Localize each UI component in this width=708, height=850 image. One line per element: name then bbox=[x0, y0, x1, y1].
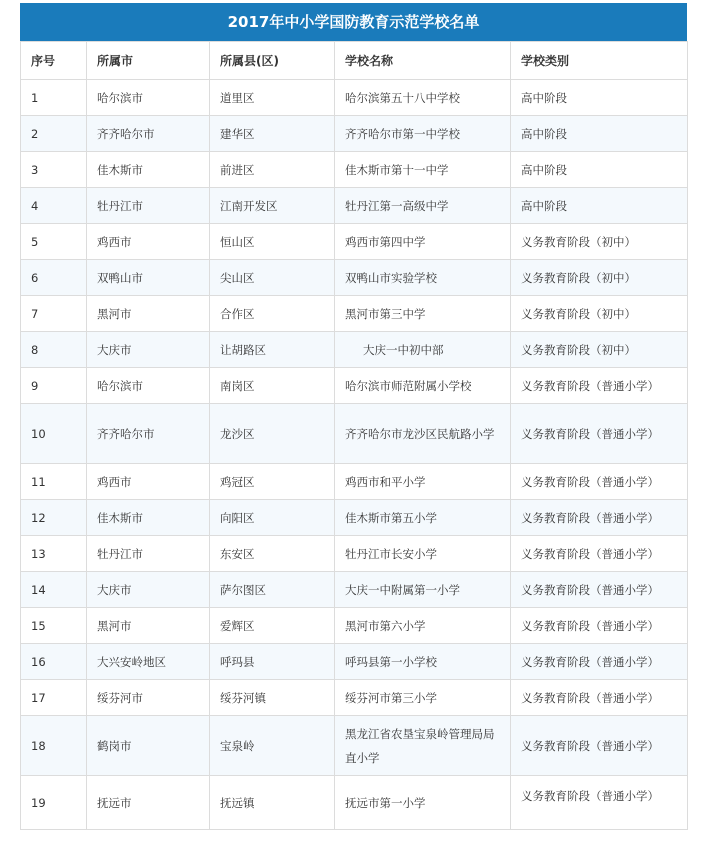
cell-category: 义务教育阶段（普通小学） bbox=[511, 644, 688, 680]
table-row bbox=[21, 188, 688, 224]
cell-no: 14 bbox=[21, 572, 87, 608]
cell-city: 齐齐哈尔市 bbox=[87, 116, 210, 152]
cell-district: 尖山区 bbox=[210, 260, 335, 296]
table-row bbox=[21, 680, 688, 716]
cell-category: 义务教育阶段（普通小学） bbox=[511, 536, 688, 572]
cell-city: 黑河市 bbox=[87, 296, 210, 332]
table-row bbox=[21, 296, 688, 332]
cell-school: 哈尔滨第五十八中学校 bbox=[335, 80, 511, 116]
table-title: 2017年中小学国防教育示范学校名单 bbox=[20, 3, 687, 41]
cell-school: 黑河市第三中学 bbox=[335, 296, 511, 332]
cell-city: 鸡西市 bbox=[87, 464, 210, 500]
cell-city: 牡丹江市 bbox=[87, 536, 210, 572]
cell-district: 道里区 bbox=[210, 80, 335, 116]
cell-school: 双鸭山市实验学校 bbox=[335, 260, 511, 296]
cell-category: 义务教育阶段（普通小学） bbox=[511, 572, 688, 608]
cell-district: 前进区 bbox=[210, 152, 335, 188]
cell-city: 大兴安岭地区 bbox=[87, 644, 210, 680]
header-row bbox=[21, 42, 688, 80]
cell-school: 抚远市第一小学 bbox=[335, 776, 511, 830]
cell-category: 义务教育阶段（初中） bbox=[511, 332, 688, 368]
cell-category: 义务教育阶段（普通小学） bbox=[511, 680, 688, 716]
cell-school: 齐齐哈尔市第一中学校 bbox=[335, 116, 511, 152]
cell-district: 合作区 bbox=[210, 296, 335, 332]
table-row bbox=[21, 536, 688, 572]
cell-category: 高中阶段 bbox=[511, 116, 688, 152]
cell-city: 佳木斯市 bbox=[87, 152, 210, 188]
cell-category: 义务教育阶段（普通小学） bbox=[511, 716, 688, 776]
table-row bbox=[21, 116, 688, 152]
cell-category: 义务教育阶段（初中） bbox=[511, 296, 688, 332]
cell-no: 7 bbox=[21, 296, 87, 332]
cell-category: 义务教育阶段（初中） bbox=[511, 260, 688, 296]
cell-city: 黑河市 bbox=[87, 608, 210, 644]
header-no: 序号 bbox=[21, 42, 87, 80]
table-row bbox=[21, 644, 688, 680]
cell-no: 6 bbox=[21, 260, 87, 296]
table-row bbox=[21, 500, 688, 536]
cell-school: 黑河市第六小学 bbox=[335, 608, 511, 644]
cell-no: 15 bbox=[21, 608, 87, 644]
header-city: 所属市 bbox=[87, 42, 210, 80]
cell-city: 牡丹江市 bbox=[87, 188, 210, 224]
cell-city: 抚远市 bbox=[87, 776, 210, 830]
cell-category: 高中阶段 bbox=[511, 152, 688, 188]
cell-school: 绥芬河市第三小学 bbox=[335, 680, 511, 716]
table-row bbox=[21, 368, 688, 404]
cell-city: 哈尔滨市 bbox=[87, 80, 210, 116]
cell-no: 4 bbox=[21, 188, 87, 224]
cell-district: 萨尔图区 bbox=[210, 572, 335, 608]
cell-district: 江南开发区 bbox=[210, 188, 335, 224]
cell-city: 哈尔滨市 bbox=[87, 368, 210, 404]
cell-no: 8 bbox=[21, 332, 87, 368]
table-row bbox=[21, 464, 688, 500]
cell-category: 义务教育阶段（普通小学） bbox=[511, 608, 688, 644]
table-row bbox=[21, 152, 688, 188]
cell-no: 18 bbox=[21, 716, 87, 776]
cell-category: 义务教育阶段（普通小学） bbox=[511, 776, 688, 830]
cell-category: 高中阶段 bbox=[511, 188, 688, 224]
cell-city: 鸡西市 bbox=[87, 224, 210, 260]
cell-no: 5 bbox=[21, 224, 87, 260]
cell-city: 大庆市 bbox=[87, 332, 210, 368]
cell-category: 义务教育阶段（普通小学） bbox=[511, 464, 688, 500]
cell-no: 17 bbox=[21, 680, 87, 716]
cell-district: 宝泉岭 bbox=[210, 716, 335, 776]
header-school: 学校名称 bbox=[335, 42, 511, 80]
header-district: 所属县(区) bbox=[210, 42, 335, 80]
cell-district: 让胡路区 bbox=[210, 332, 335, 368]
cell-category: 义务教育阶段（普通小学） bbox=[511, 404, 688, 464]
cell-school: 佳木斯市第五小学 bbox=[335, 500, 511, 536]
cell-school: 牡丹江市长安小学 bbox=[335, 536, 511, 572]
cell-school: 鸡西市和平小学 bbox=[335, 464, 511, 500]
cell-no: 11 bbox=[21, 464, 87, 500]
table-row bbox=[21, 404, 688, 464]
school-table bbox=[20, 41, 688, 830]
cell-no: 2 bbox=[21, 116, 87, 152]
cell-district: 呼玛县 bbox=[210, 644, 335, 680]
table-row bbox=[21, 80, 688, 116]
cell-school: 齐齐哈尔市龙沙区民航路小学 bbox=[335, 404, 511, 464]
cell-school: 大庆一中初中部 bbox=[335, 332, 511, 368]
cell-district: 绥芬河镇 bbox=[210, 680, 335, 716]
cell-city: 绥芬河市 bbox=[87, 680, 210, 716]
school-list-panel bbox=[20, 3, 687, 830]
cell-district: 恒山区 bbox=[210, 224, 335, 260]
table-row bbox=[21, 572, 688, 608]
table-row bbox=[21, 716, 688, 776]
cell-school: 黑龙江省农垦宝泉岭管理局局直小学 bbox=[335, 716, 511, 776]
cell-district: 爱辉区 bbox=[210, 608, 335, 644]
cell-district: 向阳区 bbox=[210, 500, 335, 536]
table-row bbox=[21, 608, 688, 644]
cell-district: 抚远镇 bbox=[210, 776, 335, 830]
cell-school: 呼玛县第一小学校 bbox=[335, 644, 511, 680]
cell-city: 佳木斯市 bbox=[87, 500, 210, 536]
table-row bbox=[21, 776, 688, 830]
cell-school: 牡丹江第一高级中学 bbox=[335, 188, 511, 224]
table-row bbox=[21, 332, 688, 368]
cell-category: 义务教育阶段（初中） bbox=[511, 224, 688, 260]
cell-city: 大庆市 bbox=[87, 572, 210, 608]
table-row bbox=[21, 224, 688, 260]
cell-school: 哈尔滨市师范附属小学校 bbox=[335, 368, 511, 404]
cell-no: 3 bbox=[21, 152, 87, 188]
cell-no: 1 bbox=[21, 80, 87, 116]
cell-no: 10 bbox=[21, 404, 87, 464]
cell-category: 义务教育阶段（普通小学） bbox=[511, 500, 688, 536]
cell-district: 南岗区 bbox=[210, 368, 335, 404]
cell-city: 齐齐哈尔市 bbox=[87, 404, 210, 464]
cell-school: 鸡西市第四中学 bbox=[335, 224, 511, 260]
cell-school: 大庆一中附属第一小学 bbox=[335, 572, 511, 608]
cell-city: 鹤岗市 bbox=[87, 716, 210, 776]
cell-no: 19 bbox=[21, 776, 87, 830]
cell-category: 义务教育阶段（普通小学） bbox=[511, 368, 688, 404]
cell-no: 9 bbox=[21, 368, 87, 404]
cell-district: 鸡冠区 bbox=[210, 464, 335, 500]
cell-district: 建华区 bbox=[210, 116, 335, 152]
cell-district: 东安区 bbox=[210, 536, 335, 572]
table-row bbox=[21, 260, 688, 296]
cell-city: 双鸭山市 bbox=[87, 260, 210, 296]
cell-no: 13 bbox=[21, 536, 87, 572]
cell-no: 12 bbox=[21, 500, 87, 536]
cell-no: 16 bbox=[21, 644, 87, 680]
cell-district: 龙沙区 bbox=[210, 404, 335, 464]
cell-school: 佳木斯市第十一中学 bbox=[335, 152, 511, 188]
header-category: 学校类别 bbox=[511, 42, 688, 80]
cell-category: 高中阶段 bbox=[511, 80, 688, 116]
